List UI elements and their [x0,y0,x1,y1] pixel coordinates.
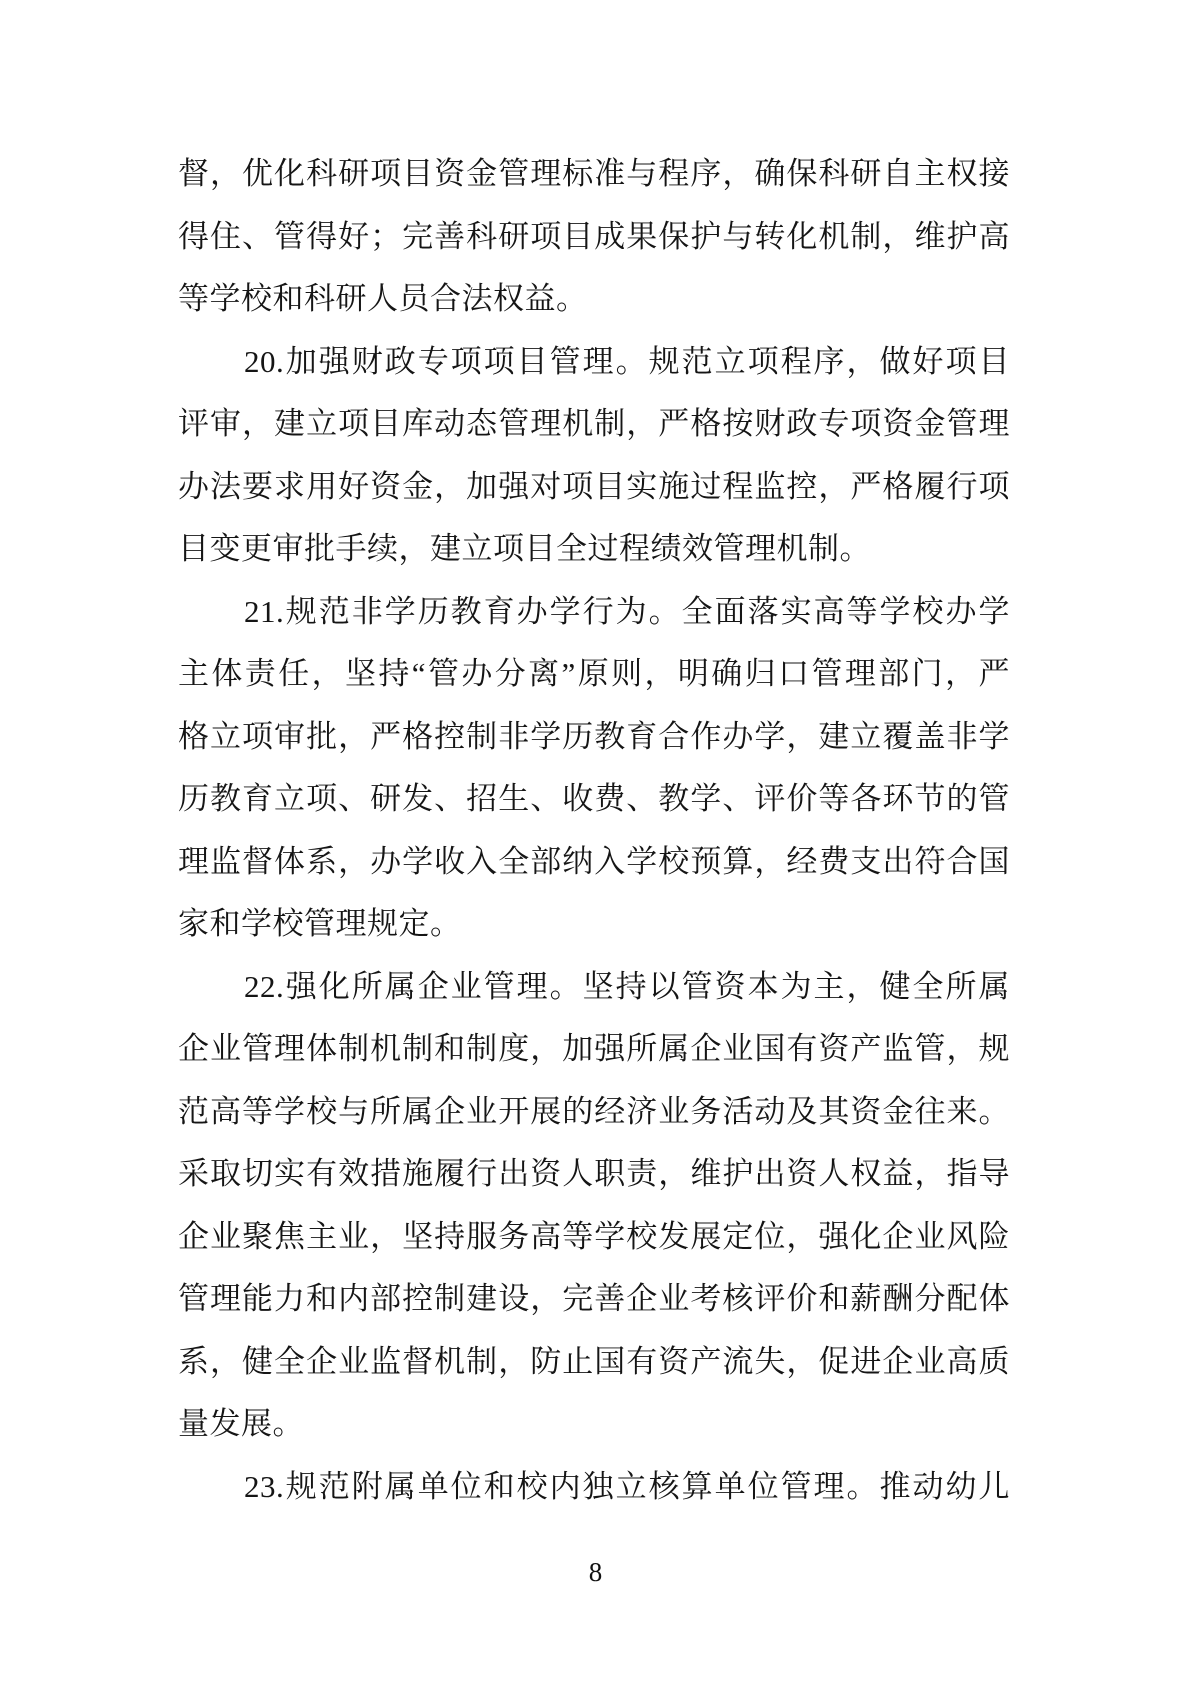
paragraph [178,1456,1010,1519]
text-line: 系，健全企业监督机制，防止国有资产流失，促进企业高质 [178,1343,1010,1379]
paragraph [178,331,1010,581]
text-line: 等学校和科研人员合法权益。 [178,281,588,316]
text-line: 企业聚焦主业，坚持服务高等学校发展定位，强化企业风险 [178,1218,1010,1254]
text-line: 管理能力和内部控制建设，完善企业考核评价和薪酬分配体 [178,1281,1010,1316]
text-line: 20.加强财政专项项目管理。规范立项程序，做好项目 [244,343,1010,379]
text-line: 目变更审批手续，建立项目全过程绩效管理机制。 [178,531,871,566]
text-line: 督，优化科研项目资金管理标准与程序，确保科研自主权接 [178,156,1010,191]
text-line: 理监督体系，办学收入全部纳入学校预算，经费支出符合国 [178,843,1010,879]
text-line: 23.规范附属单位和校内独立核算单位管理。推动幼儿 [244,1468,1010,1504]
text-line: 历教育立项、研发、招生、收费、教学、评价等各环节的管 [178,781,1010,816]
text-line: 家和学校管理规定。 [178,906,462,941]
text-line: 得住、管得好；完善科研项目成果保护与转化机制，维护高 [178,218,1010,254]
paragraph [178,956,1010,1456]
paragraph [178,143,1010,331]
text-line: 量发展。 [178,1406,304,1441]
text-line: 评审，建立项目库动态管理机制，严格按财政专项资金管理 [178,406,1010,441]
paragraph [178,581,1010,956]
text-line: 办法要求用好资金，加强对项目实施过程监控，严格履行项 [178,468,1010,504]
page-number: 8 [588,1557,603,1587]
text-line: 采取切实有效措施履行出资人职责，维护出资人权益，指导 [178,1156,1010,1191]
text-line: 主体责任，坚持“管办分离”原则，明确归口管理部门，严 [178,656,1010,691]
body-text [178,143,1010,1518]
text-line: 22.强化所属企业管理。坚持以管资本为主，健全所属 [244,968,1010,1004]
text-line: 格立项审批，严格控制非学历教育合作办学，建立覆盖非学 [178,718,1010,754]
text-line: 企业管理体制机制和制度，加强所属企业国有资产监管，规 [178,1031,1010,1066]
text-line: 范高等学校与所属企业开展的经济业务活动及其资金往来。 [178,1093,1010,1129]
text-line: 21.规范非学历教育办学行为。全面落实高等学校办学 [244,593,1010,629]
